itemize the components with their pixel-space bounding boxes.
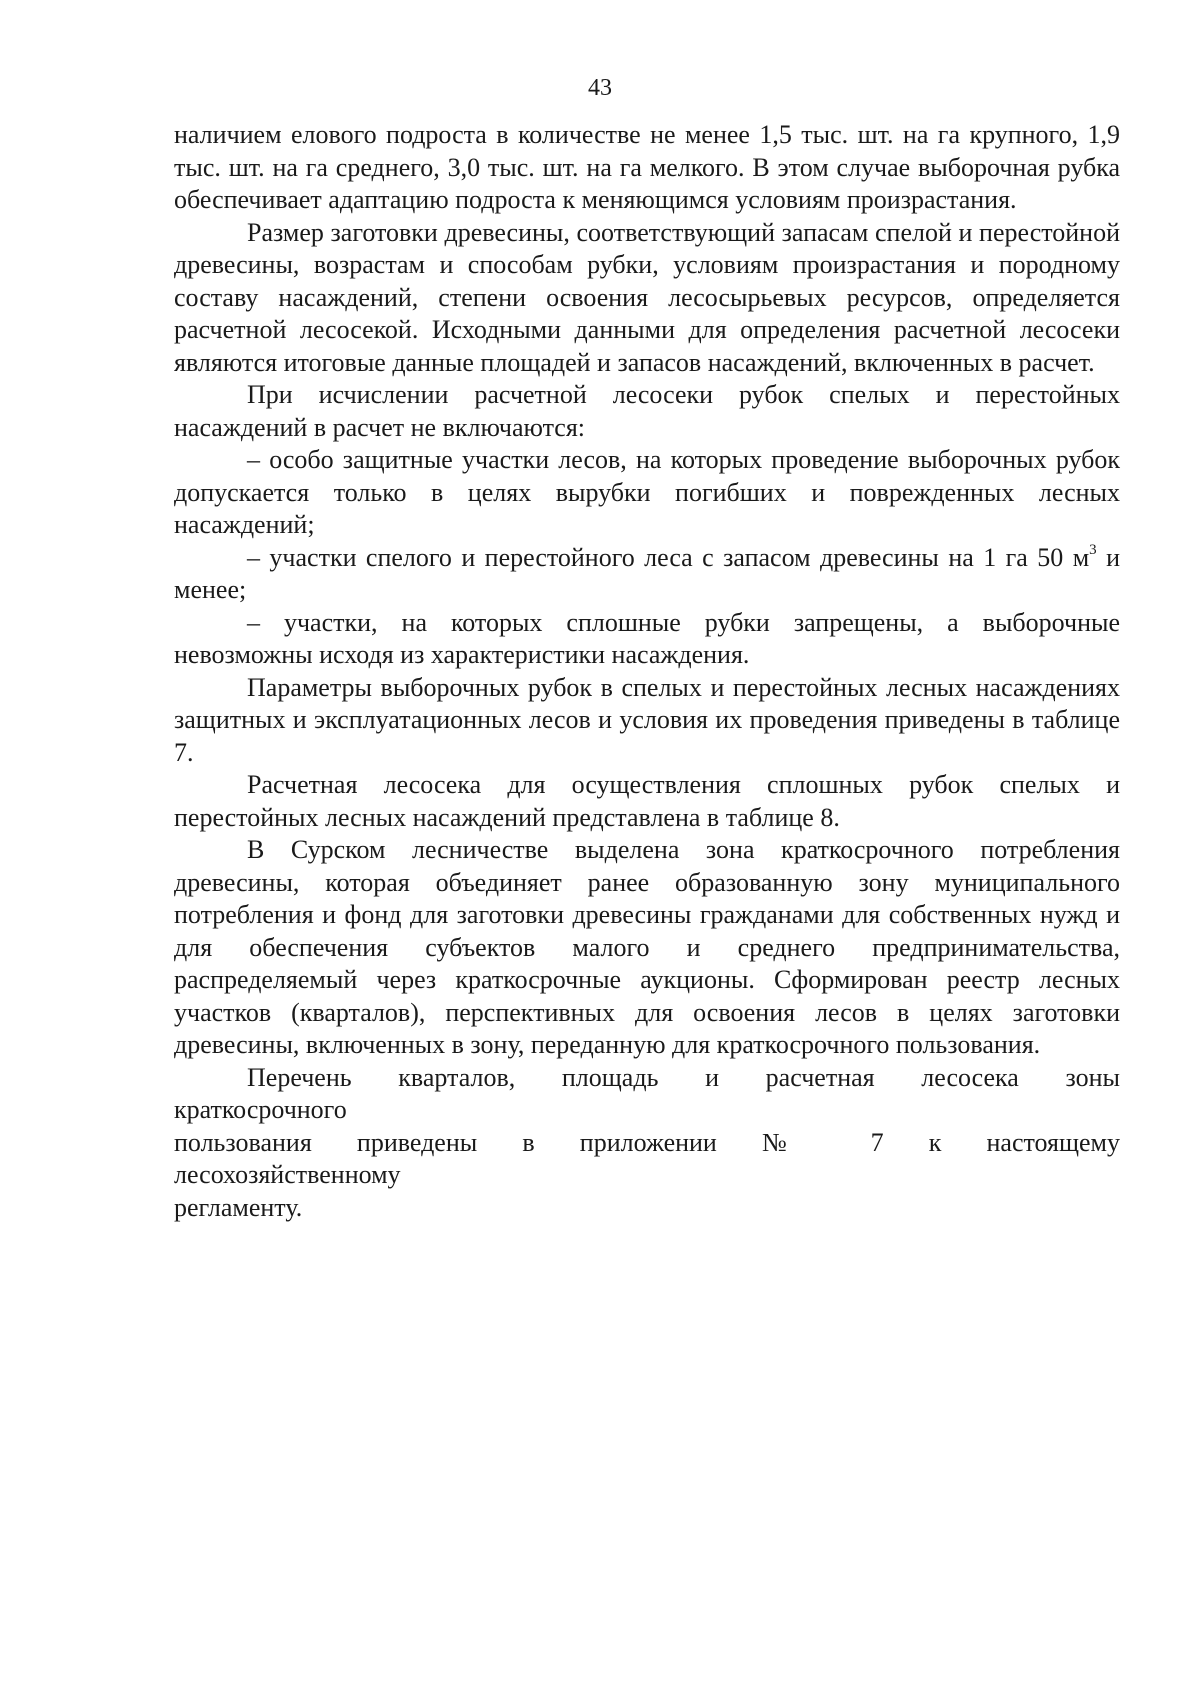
list-item-text: – участки спелого и перестойного леса с запасом древесины на 1 га 50 м [247, 542, 1090, 572]
paragraph: Расчетная лесосека для осуществления сплошных рубок спелых и перестойных лесных насаждений представлена в таблице 8. [174, 770, 1120, 832]
paragraph: Параметры выборочных рубок в спелых и перестойных лесных насаждениях защитных и эксплуатационных лесов и условия их проведения приведены в таблице 7. [174, 672, 1120, 767]
paragraph-line: регламенту. [174, 1192, 303, 1222]
paragraph: В Сурском лесничестве выделена зона краткосрочного потребления древесины, которая объединяет ранее образованную зону муниципального потребления и фонд для заготовки древесины гражданами для собственных нужд и для обеспечения субъектов малого и среднего предпринимательства, распределяемый через краткосрочные аукционы. Сформирован реестр лесных участков (кварталов), перспективных для освоения лесов в целях заготовки древесины, включенных в зону, переданную для краткосрочного пользования. [174, 835, 1120, 1059]
paragraph-line: лесохозяйственному [174, 1160, 401, 1189]
paragraph [174, 1062, 1120, 1225]
paragraph-line: Перечень кварталов, площадь и расчетная лесосека зоны [247, 1062, 1120, 1092]
paragraph: наличием елового подроста в количестве не менее 1,5 тыс. шт. на га крупного, 1,9 тыс. шт. на га среднего, 3,0 тыс. шт. на га мелкого. В этом случае выборочная рубка обеспечивает адаптацию подроста к меняющимся условиям произрастания. [174, 120, 1120, 214]
list-item: – участки, на которых сплошные рубки запрещены, а выборочные невозможны исходя из характеристики насаждения. [174, 607, 1120, 669]
page-number: 43 [588, 75, 612, 101]
paragraph: Размер заготовки древесины, соответствующий запасам спелой и перестойной древесины, возрастам и способам рубки, условиям произрастания и породному составу насаждений, степени освоения лесосырьевых ресурсов, определяется расчетной лесосекой. Исходными данными для определения расчетной лесосеки являются итоговые данные площадей и запасов насаждений, включенных в расчет. [174, 217, 1120, 377]
list-item [174, 542, 1120, 607]
superscript: 3 [1089, 541, 1097, 558]
paragraph-line: пользования приведены в приложении № 7 к настоящему [174, 1127, 1120, 1157]
paragraph: При исчислении расчетной лесосеки рубок спелых и перестойных насаждений в расчет не включаются: [174, 380, 1120, 442]
list-item: – особо защитные участки лесов, на которых проведение выборочных рубок допускается только в целях вырубки погибших и поврежденных лесных насаждений; [174, 445, 1120, 539]
paragraph-line: краткосрочного [174, 1095, 347, 1124]
list-item-text: и менее; [174, 542, 1120, 604]
body-text [174, 119, 1120, 1224]
